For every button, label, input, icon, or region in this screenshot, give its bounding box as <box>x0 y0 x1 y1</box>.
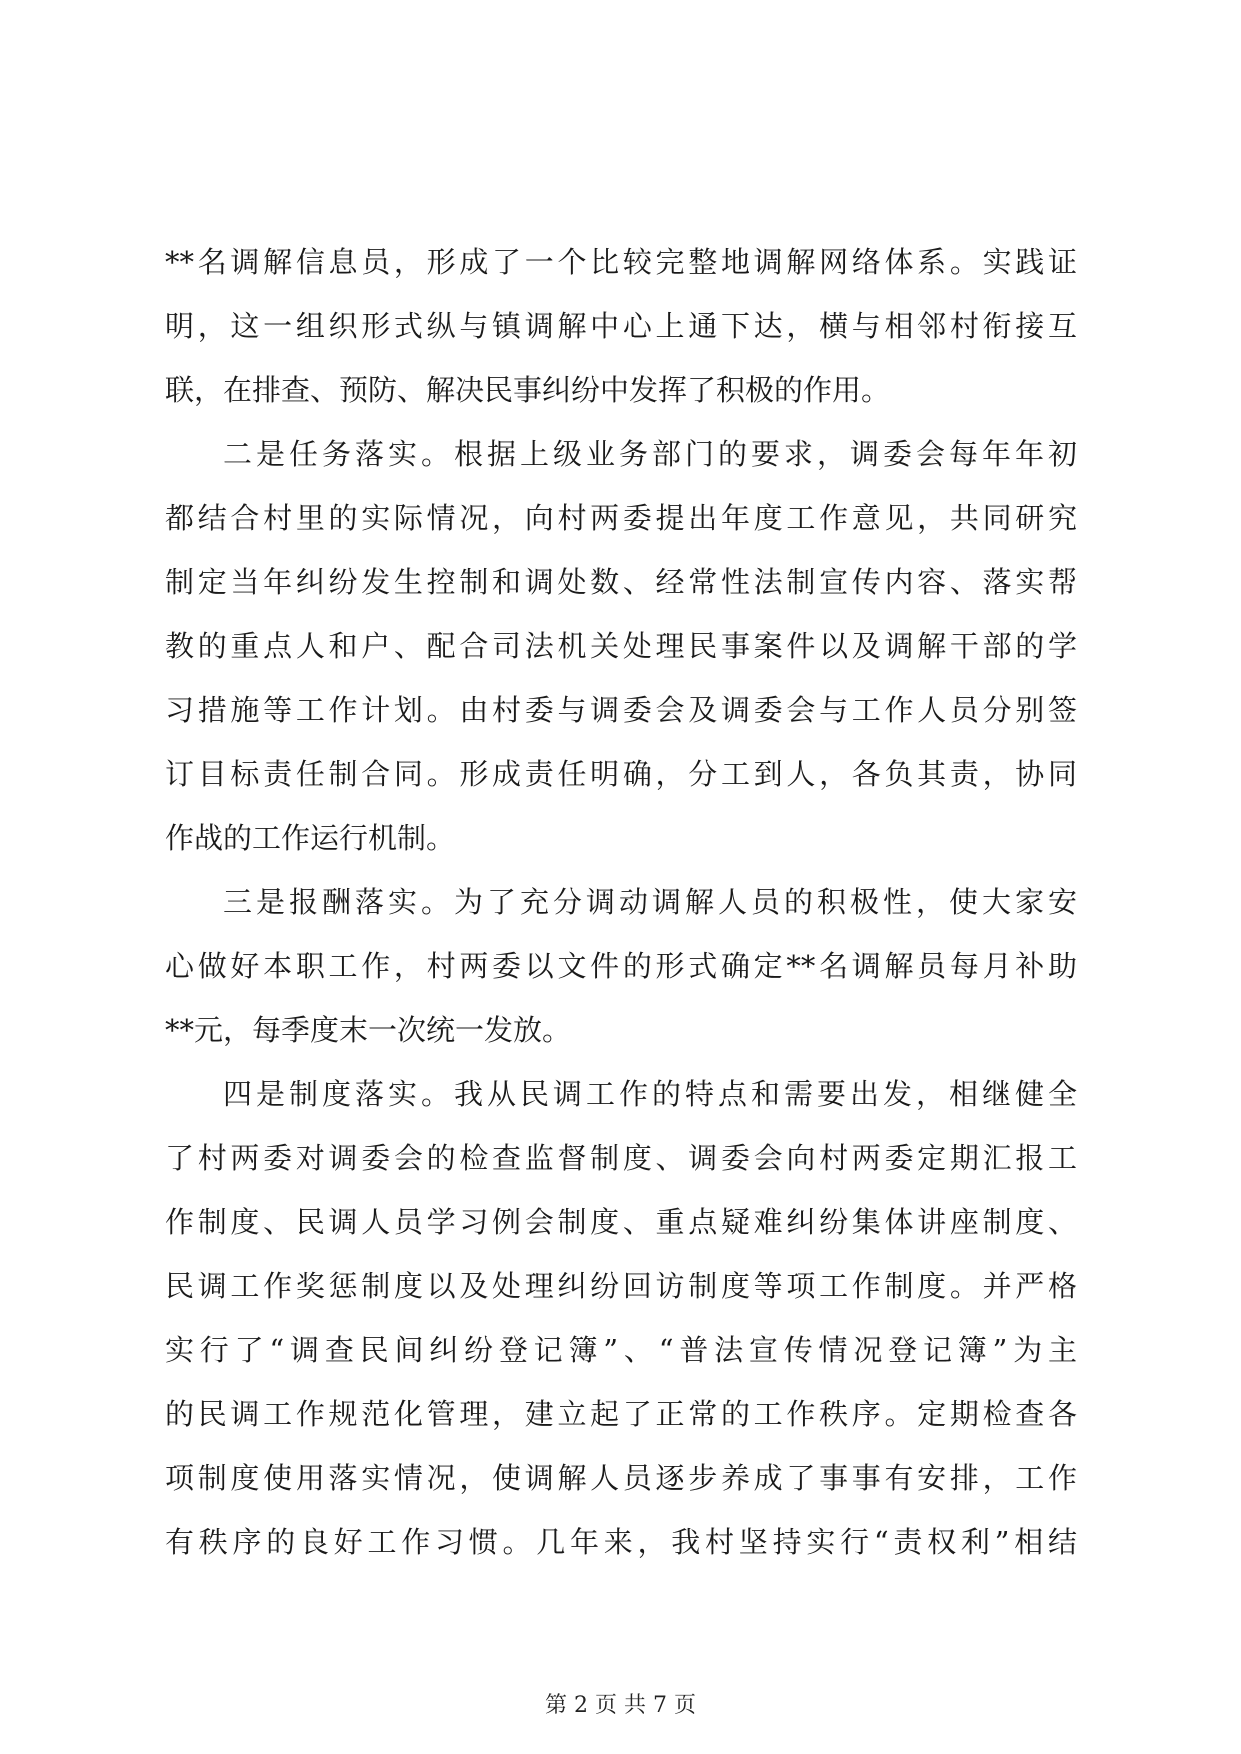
paragraph-start-line: 二是任务落实。根据上级业务部门的要求，调委会每年年初 <box>223 437 1077 471</box>
body-text <box>165 230 1077 1574</box>
text-line: 作战的工作运行机制。 <box>165 821 456 855</box>
text-line: 都结合村里的实际情况，向村两委提出年度工作意见，共同研究 <box>165 501 1077 535</box>
text-line: 作制度、民调人员学习例会制度、重点疑难纠纷集体讲座制度、 <box>165 1205 1077 1239</box>
text-line: 心做好本职工作，村两委以文件的形式确定**名调解员每月补助 <box>165 949 1077 983</box>
text-line: **元，每季度末一次统一发放。 <box>165 1013 572 1047</box>
text-line: 订目标责任制合同。形成责任明确，分工到人，各负其责，协同 <box>165 757 1077 791</box>
text-line: 的民调工作规范化管理，建立起了正常的工作秩序。定期检查各 <box>165 1397 1077 1431</box>
text-line: 有秩序的良好工作习惯。几年来，我村坚持实行“责权利”相结 <box>165 1525 1077 1559</box>
text-line: 项制度使用落实情况，使调解人员逐步养成了事事有安排，工作 <box>165 1461 1077 1495</box>
text-line: 联，在排查、预防、解决民事纠纷中发挥了积极的作用。 <box>165 373 891 407</box>
page-number-footer: 第 2 页 共 7 页 <box>545 1693 696 1718</box>
text-line: 教的重点人和户、配合司法机关处理民事案件以及调解干部的学 <box>165 629 1077 663</box>
text-line: 实行了“调查民间纠纷登记簿”、“普法宣传情况登记簿”为主 <box>165 1333 1077 1367</box>
text-line: 制定当年纠纷发生控制和调处数、经常性法制宣传内容、落实帮 <box>165 565 1077 599</box>
paragraph-start-line: 三是报酬落实。为了充分调动调解人员的积极性，使大家安 <box>223 885 1077 919</box>
paragraph-start-line: 四是制度落实。我从民调工作的特点和需要出发，相继健全 <box>223 1077 1077 1111</box>
text-line: **名调解信息员，形成了一个比较完整地调解网络体系。实践证 <box>165 245 1077 279</box>
text-line: 习措施等工作计划。由村委与调委会及调委会与工作人员分别签 <box>165 693 1077 727</box>
text-line: 明，这一组织形式纵与镇调解中心上通下达，横与相邻村衔接互 <box>165 309 1077 343</box>
text-line: 了村两委对调委会的检查监督制度、调委会向村两委定期汇报工 <box>165 1141 1077 1175</box>
text-line: 民调工作奖惩制度以及处理纠纷回访制度等项工作制度。并严格 <box>165 1269 1077 1303</box>
